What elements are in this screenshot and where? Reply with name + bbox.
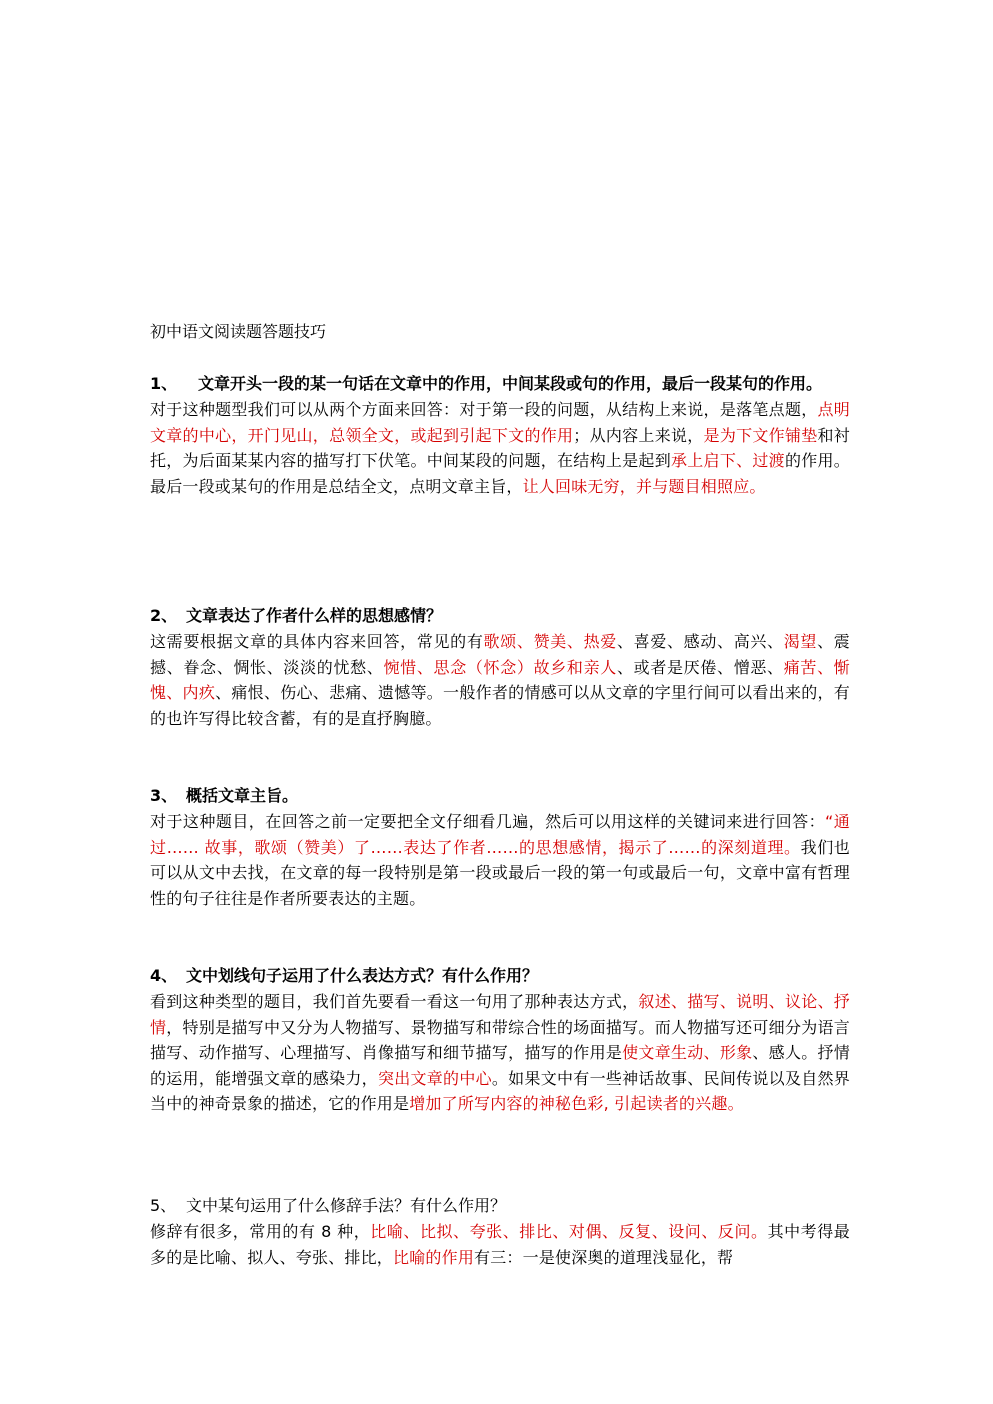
section-number: 2、 xyxy=(150,606,178,625)
highlighted-text: 叙述、描写、说明、议论、抒情 xyxy=(150,992,850,1037)
section-heading xyxy=(150,603,850,629)
body-text: 、震撼、眷念、惆怅、淡淡的忧愁、 xyxy=(150,632,850,677)
highlighted-text: 增加了所写内容的神秘色彩, 引起读者的兴趣。 xyxy=(409,1094,744,1114)
section-number: 1、 xyxy=(150,374,178,393)
body-text: ，特别是描写中又分为人物描写、景物描写和带综合性的场面描写。而人物描写还可细分为语言描写、动作描写、心理描写、肖像描写和细节描写，描写的作用是 xyxy=(150,1017,850,1063)
highlighted-text: 突出文章的中心 xyxy=(377,1068,492,1088)
section-heading-text: 文章开头一段的某一句话在文章中的作用，中间某段或句的作用，最后一段某句的作用。 xyxy=(198,374,823,393)
section-number: 5、 xyxy=(150,1196,177,1215)
section-3 xyxy=(150,783,850,911)
section-body xyxy=(150,809,850,911)
section-number: 4、 xyxy=(150,966,178,985)
section-body xyxy=(150,629,850,731)
body-text: 和衬托，为后面某某内容的描写打下伏笔。中间某段的问题，在结构上是起到 xyxy=(150,425,850,471)
highlighted-text: 痛苦、惭愧、内疚 xyxy=(150,657,850,703)
section-2 xyxy=(150,603,850,731)
section-body xyxy=(150,1219,850,1270)
highlighted-text: 让人回味无穷，并与题目相照应。 xyxy=(522,476,766,496)
section-heading xyxy=(150,1193,850,1219)
section-heading-text: 文中划线句子运用了什么表达方式？有什么作用？ xyxy=(186,966,539,985)
section-body xyxy=(150,989,850,1117)
body-text: 其中考得最多的是比喻、拟人、夸张、排比， xyxy=(150,1222,850,1267)
body-text: 我们也可以从文中去找，在文章的每一段特别是第一段或最后一段的第一句或最后一句，文章中富有哲理性的句子往往是作者所要表达的主题。 xyxy=(150,837,850,908)
highlighted-text: 歌颂、赞美、热爱 xyxy=(483,632,617,651)
highlighted-text: 是为下文作铺垫 xyxy=(703,425,818,445)
section-heading xyxy=(150,963,850,989)
body-text: 、感人。抒情的运用，能增强文章的感染力， xyxy=(150,1043,850,1088)
highlighted-text: 渴望 xyxy=(783,632,818,651)
section-4 xyxy=(150,963,850,1117)
highlighted-text: 惋惜、思念（怀念）故乡和亲人 xyxy=(383,657,617,677)
section-heading xyxy=(150,371,850,397)
highlighted-text: 承上启下、过渡 xyxy=(670,451,785,471)
highlighted-text: 使文章生动、形象 xyxy=(622,1043,753,1063)
section-body xyxy=(150,397,850,499)
body-text: 、痛恨、伤心、悲痛、遗憾等。一般作者的情感可以从文章的字里行间可以看出来的，有的也许写得比较含蓄，有的是直抒胸臆。 xyxy=(150,683,850,728)
section-heading-text: 文中某句运用了什么修辞手法？有什么作用？ xyxy=(186,1196,507,1215)
section-5 xyxy=(150,1193,850,1270)
highlighted-text: 比喻、比拟、夸张、排比、对偶、反复、设问、反问。 xyxy=(370,1222,768,1241)
body-text: 的作用。最后一段或某句的作用是总结全文，点明文章主旨， xyxy=(150,451,850,496)
document-title: 初中语文阅读题答题技巧 xyxy=(150,322,327,341)
body-text: 对于这种题目，在回答之前一定要把全文仔细看几遍，然后可以用这样的关键词来进行回答： xyxy=(150,812,826,831)
highlighted-text: 点明文章的中心，开门见山，总领全文，或起到引起下文的作用 xyxy=(150,400,850,445)
body-text: 、喜爱、感动、高兴、 xyxy=(616,632,784,651)
section-number: 3、 xyxy=(150,786,178,805)
body-text: 这需要根据文章的具体内容来回答，常见的有 xyxy=(150,632,484,651)
body-text: 对于这种题型我们可以从两个方面来回答：对于第一段的问题，从结构上来说，是落笔点题， xyxy=(150,400,818,419)
body-text: 、或者是厌倦、憎恶、 xyxy=(616,657,784,677)
body-text: 看到这种类型的题目，我们首先要看一看这一句用了那种表达方式， xyxy=(150,992,639,1011)
section-heading xyxy=(150,783,850,809)
section-1 xyxy=(150,371,850,499)
highlighted-text: 比喻的作用 xyxy=(393,1247,475,1267)
section-heading-text: 文章表达了作者什么样的思想感情？ xyxy=(186,606,443,625)
highlighted-text: “通过…… 故事，歌颂（赞美）了……表达了作者……的思想感情，揭示了……的深刻道理。 xyxy=(150,812,850,857)
section-heading-text: 概括文章主旨。 xyxy=(186,786,299,805)
body-text: 。如果文中有一些神话故事、民间传说以及自然界当中的神奇景象的描述，它的作用是 xyxy=(150,1068,850,1114)
body-text: 有三：一是使深奥的道理浅显化，帮 xyxy=(474,1247,734,1267)
body-text: 修辞有很多，常用的有 8 种， xyxy=(150,1222,371,1241)
body-text: ；从内容上来说， xyxy=(573,425,704,445)
